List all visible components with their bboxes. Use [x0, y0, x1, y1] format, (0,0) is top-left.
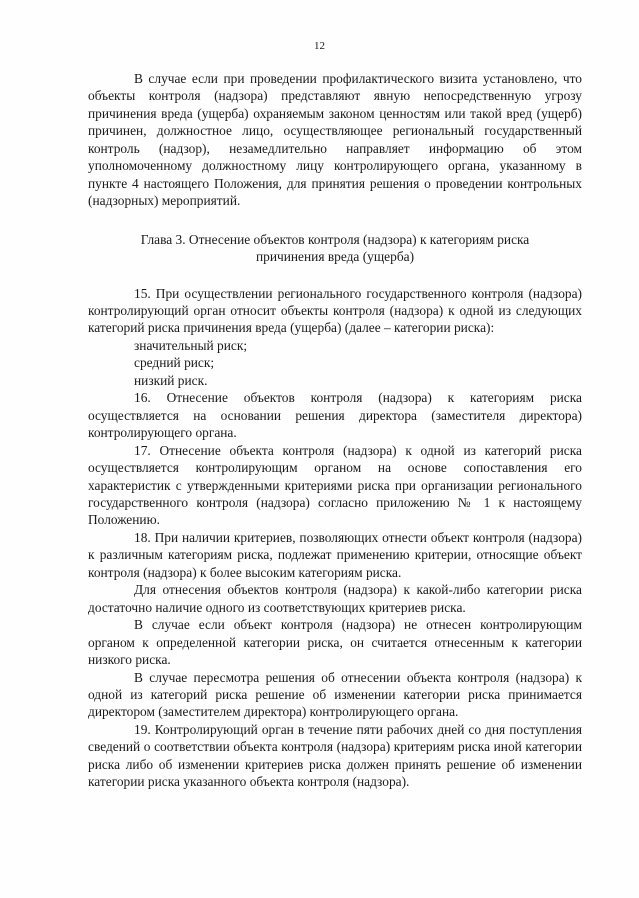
paragraph-15: 15. При осуществлении регионального государственного контроля (надзора) контролирующий орган относит объекты контроля (надзора) к одной из следующих категорий риска причинения вреда (ущерба) (далее – категории риска):	[88, 285, 582, 336]
document-body	[88, 70, 582, 791]
paragraph-17: 17. Отнесение объекта контроля (надзора) к одной из категорий риска осуществляется контролирующим органом на основе сопоставления его характеристик с утвержденными критериями риска при организации регионального государственного контроля (надзора) согласно приложению № 1 к настоящему Положению.	[88, 442, 582, 528]
paragraph-18-revision: В случае пересмотра решения об отнесении объекта контроля (надзора) к одной из категорий риска решение об изменении категории риска принимается директором (заместителем директора) контролирующего органа.	[88, 669, 582, 720]
chapter-heading-line-2: причинения вреда (ущерба)	[255, 249, 415, 265]
paragraph-18-criteria: Для отнесения объектов контроля (надзора) к какой-либо категории риска достаточно наличие одного из соответствующих критериев риска.	[88, 582, 582, 615]
paragraph-19: 19. Контролирующий орган в течение пяти рабочих дней со дня поступления сведений о соответствии объекта контроля (надзора) критериям риска иной категории риска либо об изменении критериев риска должен принять решение об изменении категории риска указанного объекта контроля (надзора).	[88, 721, 582, 790]
paragraph-18-low-risk: В случае если объект контроля (надзора) не отнесен контролирующим органом к определенной категории риска, он считается отнесенным к категории низкого риска.	[88, 617, 582, 668]
paragraph-16: 16. Отнесение объектов контроля (надзора) к категориям риска осуществляется на основании решения директора (заместителя директора) контролирующего органа.	[88, 390, 582, 441]
chapter-heading	[88, 231, 582, 266]
paragraph-preventive-visit: В случае если при проведении профилактического визита установлено, что объекты контроля (надзора) представляют явную непосредственную угрозу причинения вреда (ущерба) охраняемым законом ценностям или такой вред (ущерб) причинен, должностное лицо, осуществляющее региональный государственный контроль (надзор), незамедлительно направляет информацию об этом уполномоченному должностному лицу контролирующего органа, указанному в пункте 4 настоящего Положения, для принятия решения о проведении контрольных (надзорных) мероприятий.	[88, 71, 582, 209]
chapter-heading-line-1: Глава 3. Отнесение объектов контроля (надзора) к категориям риска	[140, 231, 530, 247]
page-number: 12	[314, 40, 325, 52]
risk-level-item: низкий риск.	[134, 372, 208, 388]
risk-level-item: значительный риск;	[134, 337, 248, 353]
paragraph-18: 18. При наличии критериев, позволяющих отнести объект контроля (надзора) к различным категориям риска, подлежат применению критерии, относящие объект контроля (надзора) к более высоким категориям риска.	[88, 529, 582, 580]
risk-level-item: средний риск;	[134, 355, 215, 371]
